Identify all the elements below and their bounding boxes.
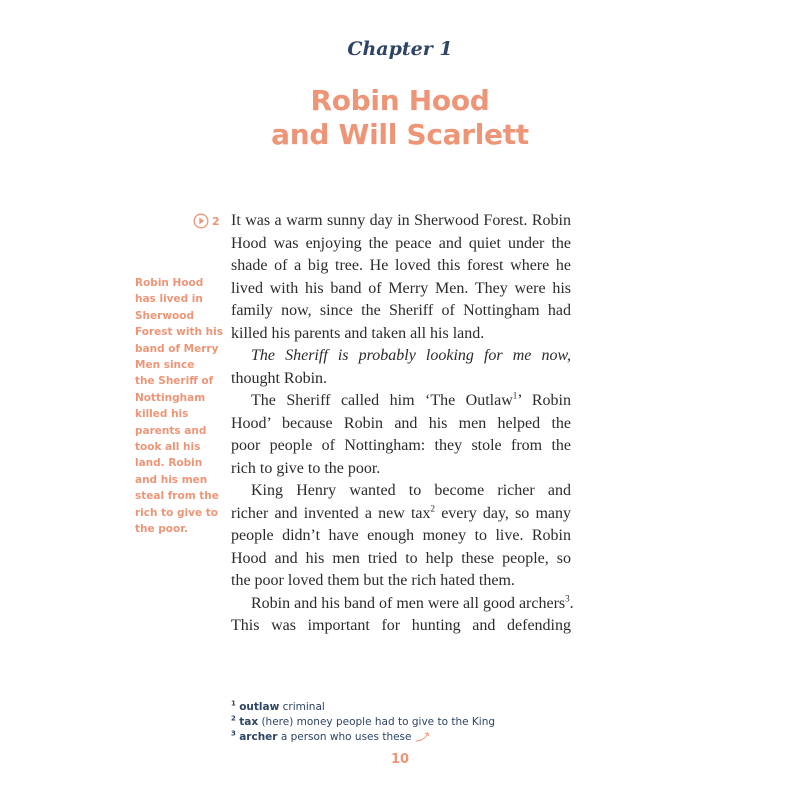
margin-note-line: land. Robin	[135, 457, 203, 470]
margin-note-line: Sherwood	[135, 309, 194, 322]
body-line	[231, 593, 574, 616]
body-line: Hood was enjoying the peace and quiet under the	[231, 234, 571, 252]
footnote-3	[231, 730, 495, 745]
chapter-title-line-1: Robin Hood	[310, 84, 490, 117]
margin-note-line: steal from the	[135, 490, 219, 503]
margin-note-line: the Sheriff of	[135, 375, 214, 388]
body-line-thought: The Sheriff is probably looking for me now,	[251, 347, 571, 364]
margin-note-line: took all his	[135, 441, 201, 454]
body-line: This was important for hunting and defending	[231, 617, 571, 634]
audio-play-icon[interactable]	[193, 213, 209, 229]
body-line: King Henry wanted to become richer and	[251, 482, 571, 499]
margin-note-line: Robin Hood	[135, 277, 204, 289]
arrow-icon	[414, 730, 432, 744]
footnote-term: archer	[239, 731, 278, 743]
body-line-text: richer and invented a new tax	[231, 504, 431, 522]
margin-note-line: and his men	[135, 473, 208, 486]
footnote-definition: criminal	[282, 701, 325, 713]
footnote-number: 1	[231, 699, 236, 708]
body-line	[231, 503, 571, 526]
footnote-ref-1[interactable]: 1	[512, 390, 518, 401]
body-line: rich to give to the poor.	[231, 459, 381, 477]
body-line-text: ’ Robin	[517, 392, 571, 409]
margin-note-line: Forest with his	[135, 326, 223, 339]
footnote-definition: (here) money people had to give to the King	[261, 716, 496, 728]
page-number: 10	[390, 752, 410, 767]
footnote-number: 2	[231, 714, 236, 723]
margin-note-line: Men since	[135, 359, 195, 372]
footnote-ref-2[interactable]: 2	[430, 503, 436, 514]
body-line: shade of a big tree. He loved this forest where he	[231, 257, 571, 274]
chapter-label: Chapter 1	[347, 38, 453, 60]
margin-note-line: rich to give to	[135, 506, 218, 519]
body-line: lived with his band of Merry Men. They were his	[231, 279, 571, 297]
body-line-text: Robin and his band of men were all good archers	[251, 594, 566, 612]
body-line-text: The Sheriff called him ‘The Outlaw	[251, 392, 513, 409]
body-line-text: every day, so many	[435, 504, 571, 522]
footnote-1	[231, 700, 495, 715]
margin-note-line: killed his	[135, 408, 189, 421]
body-line: thought Robin.	[231, 369, 328, 387]
audio-track-marker[interactable]	[193, 212, 220, 230]
footnote-term: tax	[239, 716, 259, 728]
body-line: people didn’t have enough money to live. Robin	[231, 527, 571, 544]
margin-note-line: has lived in	[135, 293, 203, 306]
footnote-term: outlaw	[239, 701, 280, 713]
margin-note-line: Nottingham	[135, 391, 206, 404]
body-line: killed his parents and taken all his land.	[231, 324, 485, 342]
audio-track-number: 2	[212, 214, 220, 228]
margin-note-line: band of Merry	[135, 342, 219, 355]
footnote-number: 3	[231, 729, 236, 738]
chapter-title-line-2: and Will Scarlett	[271, 118, 529, 151]
body-line: It was a warm sunny day in Sherwood Forest. Robin	[231, 212, 571, 229]
footnote-2	[231, 715, 495, 730]
body-line: poor people of Nottingham: they stole from the	[231, 437, 571, 454]
body-line: Hood’ because Robin and his men helped the	[231, 414, 571, 432]
body-line: the poor loved them but the rich hated them.	[231, 572, 515, 589]
body-line: Hood and his men tried to help these people, so	[231, 549, 571, 567]
footnote-definition: a person who uses these	[280, 731, 412, 743]
margin-note-line: the poor.	[135, 523, 188, 536]
body-line-text: .	[569, 594, 574, 612]
chapter-title	[0, 84, 800, 152]
margin-note-line: parents and	[135, 424, 207, 437]
body-line	[231, 390, 571, 413]
footnotes	[231, 700, 495, 745]
story-body-text	[231, 210, 574, 638]
margin-summary-note	[135, 275, 223, 538]
footnote-ref-3[interactable]: 3	[565, 593, 570, 604]
body-line: family now, since the Sheriff of Nottingham had	[231, 302, 571, 319]
